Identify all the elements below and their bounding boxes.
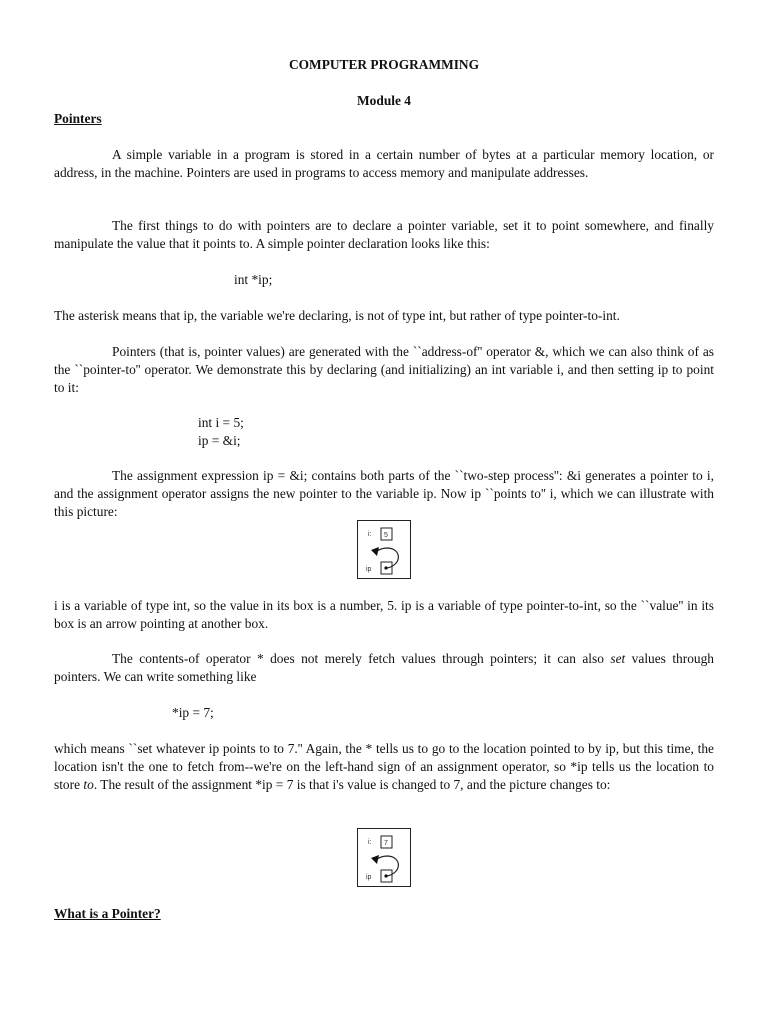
- fig1-label-ip: ip: [366, 566, 372, 573]
- paragraph-declare: The first things to do with pointers are to declare a pointer variable, set it to point somewhere, and finally manipulate the value that it points to. A simple pointer declaration looks like this:: [54, 218, 714, 251]
- paragraph-address-of: Pointers (that is, pointer values) are generated with the ``address-of'' operator &, which we can also think of as the ``pointer-to'' operator. We demonstrate this by declaring (and initializing) an int variable i, and then setting ip to point to it:: [54, 344, 714, 395]
- p8-text-a: which means ``set whatever ip points to to 7.'' Again, the * tells us to go to the location pointed to by ip, but this time, the location isn't the one to fetch from--we're on the left-hand sign of an assignment operator, so *ip tells us the location to store: [54, 741, 714, 792]
- p8-em: to: [83, 777, 94, 792]
- pointer-diagram-1: [357, 520, 411, 579]
- section-heading-what-is-pointer: What is a Pointer?: [54, 906, 161, 921]
- fig2-arrow-head: [371, 855, 379, 864]
- paragraph-assignment: The assignment expression ip = &i; contains both parts of the ``two-step process'': &i generates a pointer to i, and the assignment operator assigns the new pointer to the variable ip. Now ip ``points to'' i, which we can illustrate with this picture:: [54, 468, 714, 519]
- p7-em: set: [610, 651, 626, 666]
- pointer-diagram-1-svg: [358, 521, 410, 578]
- pointer-diagram-2-svg: [358, 829, 410, 886]
- fig2-label-i: i:: [368, 839, 372, 846]
- paragraph-contents-of: [54, 650, 714, 686]
- paragraph-intro: A simple variable in a program is stored in a certain number of bytes at a particular memory location, or address, in the machine. Pointers are used in programs to access memory and manipulate addresses.: [54, 147, 714, 180]
- paragraph-type-explanation: i is a variable of type int, so the value in its box is a number, 5. ip is a variable of type pointer-to-int, so the ``value'' in its box is an arrow pointing at another box.: [54, 598, 714, 631]
- fig2-arrow-curve: [376, 856, 398, 876]
- fig2-label-ip: ip: [366, 874, 372, 881]
- module-title: Module 4: [357, 93, 411, 108]
- fig1-pointer-dot: [384, 566, 387, 569]
- document-title: COMPUTER PROGRAMMING: [288, 57, 480, 72]
- p7-text-b: values through pointers. We can write something like: [54, 651, 714, 684]
- p7-text-a: The contents-of operator * does not merely fetch values through pointers; it can also: [112, 651, 611, 666]
- pointer-diagram-2: [357, 828, 411, 887]
- fig1-value-i: 5: [384, 532, 388, 539]
- paragraph-asterisk: The asterisk means that ip, the variable we're declaring, is not of type int, but rather of type pointer-to-int.: [54, 308, 620, 323]
- p8-text-b: . The result of the assignment *ip = 7 is that i's value is changed to 7, and the picture changes to:: [93, 777, 611, 792]
- code-init-line2: ip = &i;: [198, 433, 241, 448]
- fig1-arrow-curve: [376, 548, 398, 568]
- fig2-pointer-dot: [384, 874, 387, 877]
- code-init-line1: int i = 5;: [198, 415, 244, 430]
- fig1-arrow-head: [371, 547, 379, 556]
- paragraph-set-whatever: [54, 740, 714, 794]
- fig1-label-i: i:: [368, 531, 372, 538]
- fig2-value-i: 7: [384, 840, 388, 847]
- section-heading-pointers: Pointers: [54, 111, 102, 126]
- code-declaration: int *ip;: [234, 272, 273, 287]
- code-assign: *ip = 7;: [172, 705, 214, 720]
